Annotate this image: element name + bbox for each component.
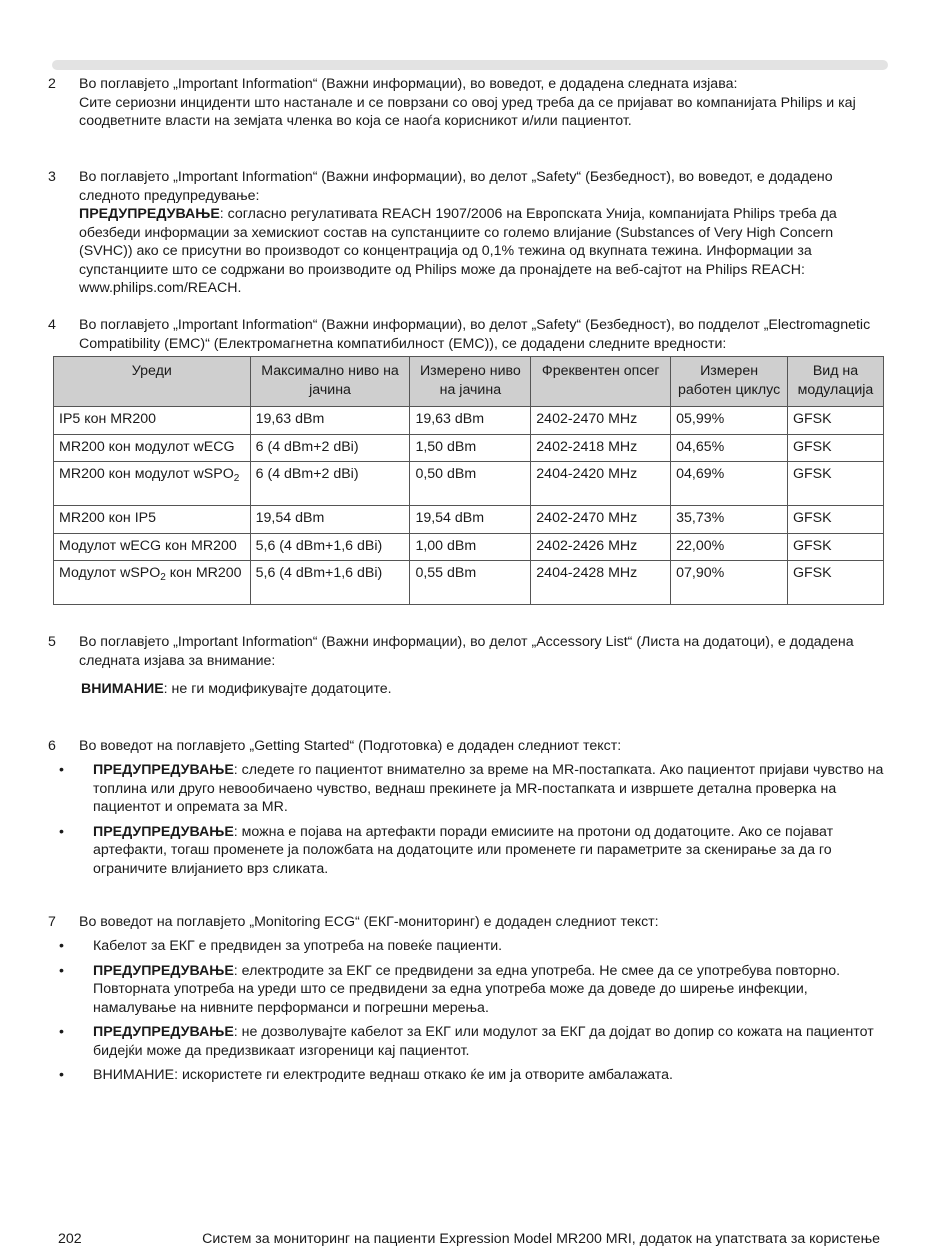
item-number: 3 xyxy=(48,169,56,185)
subscript: 2 xyxy=(160,572,166,583)
item-intro: Во поглавјето „Important Information“ (Важни информации), во воведот, е додадена следната изјава: xyxy=(79,76,738,92)
cell-duty: 07,90% xyxy=(671,561,788,605)
page-number: 202 xyxy=(58,1231,82,1247)
item-number: 6 xyxy=(48,738,56,754)
warning-label: ПРЕДУПРЕДУВАЊЕ xyxy=(93,762,234,778)
cell-device: MR200 кон IP5 xyxy=(54,506,251,534)
item-7-bullets xyxy=(55,937,888,1091)
item-number: 7 xyxy=(48,914,56,930)
table-header-row xyxy=(54,357,884,407)
item-intro: Во поглавјето „Important Information“ (Важни информации), во делот „Accessory List“ (Листа на додатоци), е додадена следната изјава за внимание: xyxy=(79,634,854,669)
caution-label: ВНИМАНИЕ xyxy=(81,681,164,697)
table-row xyxy=(54,434,884,462)
bullet-marker: • xyxy=(59,762,64,778)
table-row xyxy=(54,561,884,605)
cell-duty: 04,69% xyxy=(671,462,788,506)
table-row xyxy=(54,533,884,561)
cell-modulation: GFSK xyxy=(787,506,883,534)
item-3 xyxy=(48,168,888,298)
cell-device: Модулот wECG кон MR200 xyxy=(54,533,251,561)
cell-frequency: 2402-2470 MHz xyxy=(531,407,671,435)
warning-text: : согласно регулативата REACH 1907/2006 на Европската Унија, компанијата Philips треба да обезбеди информации за хемискиот состав на супстанциите со големо влијание (Substances of Very High Concern (SVHC)) ако се присутни во производот со концентрација од 0,1% тежина од вкупната тежина. Информации за супстанциите што се содржани во производите од Philips може да пронајдете на веб-сајтот на Philips REACH: www.philips.com/REACH. xyxy=(79,206,837,296)
item-intro: Во воведот на поглавјето „Monitoring ECG“ (ЕКГ-мониторинг) е додаден следниот текст: xyxy=(79,914,659,930)
cell-measured: 1,50 dBm xyxy=(410,434,531,462)
cell-modulation: GFSK xyxy=(787,407,883,435)
device-text-end: кон MR200 xyxy=(165,565,242,581)
header-duty-cycle: Измерен работен циклус xyxy=(671,357,788,407)
item-intro: Во воведот на поглавјето „Getting Started“ (Подготовка) е додаден следниот текст: xyxy=(79,738,622,754)
cell-measured: 0,50 dBm xyxy=(410,462,531,506)
cell-modulation: GFSK xyxy=(787,434,883,462)
cell-frequency: 2402-2470 MHz xyxy=(531,506,671,534)
header-measured-level: Измерено ниво на јачина xyxy=(410,357,531,407)
cell-measured: 19,63 dBm xyxy=(410,407,531,435)
cell-max: 6 (4 dBm+2 dBi) xyxy=(250,462,410,506)
item-intro: Во поглавјето „Important Information“ (Важни информации), во делот „Safety“ (Безбедност), во воведот, е додадено следното предупредување: xyxy=(79,169,833,204)
list-item xyxy=(55,937,888,956)
item-6-bullets xyxy=(55,761,888,884)
header-modulation: Вид на модулација xyxy=(787,357,883,407)
item-number: 2 xyxy=(48,76,56,92)
warning-text: : електродите за ЕКГ се предвидени за една употреба. Не смее да се употребува повторно. Повторната употреба на уреди што се предвидени за една употреба може да доведе до ширење инфекции, намалување на нивните перформанси и погрешни мерења. xyxy=(93,962,841,1016)
table-row xyxy=(54,407,884,435)
caution-paragraph xyxy=(81,680,888,699)
bullet-marker: • xyxy=(59,823,64,840)
header-devices: Уреди xyxy=(54,357,251,407)
bullet-marker: • xyxy=(59,1067,64,1083)
bullet-marker: • xyxy=(59,1024,64,1040)
warning-paragraph xyxy=(79,205,888,298)
cell-duty: 04,65% xyxy=(671,434,788,462)
cell-measured: 0,55 dBm xyxy=(410,561,531,605)
item-2 xyxy=(48,75,888,131)
cell-max: 19,54 dBm xyxy=(250,506,410,534)
header-max-level: Максимално ниво на јачина xyxy=(250,357,410,407)
cell-max: 5,6 (4 dBm+1,6 dBi) xyxy=(250,561,410,605)
cell-max: 19,63 dBm xyxy=(250,407,410,435)
bullet-marker: • xyxy=(59,938,64,954)
item-statement: Сите сериозни инциденти што настанале и се поврзани со овој уред треба да се пријават во компанијата Philips и кај соодветните власти на земјата членка во која се наоѓа корисникот и/или пациентот. xyxy=(79,94,856,129)
cell-frequency: 2404-2428 MHz xyxy=(531,561,671,605)
list-item xyxy=(55,962,888,1018)
list-item xyxy=(55,823,888,879)
cell-duty: 35,73% xyxy=(671,506,788,534)
cell-device xyxy=(54,462,251,506)
footer-title: Систем за мониторинг на пациенти Expression Model MR200 MRI, додаток на упатствата за користење xyxy=(202,1231,880,1247)
warning-text: : можна е појава на артефакти поради емисиите на протони од додатоците. Ако се појават артефакти, тогаш променете ја положбата на додатоците или променете ги параметрите за скенирање за да го ограничите влијанието врз сликата. xyxy=(93,823,834,877)
cell-max: 5,6 (4 dBm+1,6 dBi) xyxy=(250,533,410,561)
warning-text: : следете го пациентот внимателно за време на MR-постапката. Ако пациентот пријави чувство на топлина или друго невообичаено чувство, веднаш прекинете ја MR-постапката и извршете детална проверка на пациентот и опремата за MR. xyxy=(93,762,884,815)
bullet-marker: • xyxy=(59,962,64,979)
warning-label: ПРЕДУПРЕДУВАЊЕ xyxy=(93,962,234,979)
cell-duty: 22,00% xyxy=(671,533,788,561)
cell-device: MR200 кон модулот wECG xyxy=(54,434,251,462)
list-item xyxy=(55,1023,888,1060)
item-number: 4 xyxy=(48,317,56,333)
list-item xyxy=(55,1066,888,1085)
cell-frequency: 2404-2420 MHz xyxy=(531,462,671,506)
caution-text: : не ги модификувајте додатоците. xyxy=(163,681,392,697)
table-row xyxy=(54,506,884,534)
warning-label: ПРЕДУПРЕДУВАЊЕ xyxy=(79,206,220,222)
cell-measured: 19,54 dBm xyxy=(410,506,531,534)
item-5 xyxy=(48,633,888,699)
warning-label: ПРЕДУПРЕДУВАЊЕ xyxy=(93,1024,234,1040)
cell-modulation: GFSK xyxy=(787,533,883,561)
cell-frequency: 2402-2426 MHz xyxy=(531,533,671,561)
table-row xyxy=(54,462,884,506)
emc-table xyxy=(53,356,884,605)
item-6 xyxy=(48,737,888,756)
cell-measured: 1,00 dBm xyxy=(410,533,531,561)
subscript: 2 xyxy=(233,473,240,484)
item-7 xyxy=(48,913,888,932)
cell-device xyxy=(54,561,251,605)
bullet-text: ВНИМАНИЕ: искористете ги електродите веднаш откако ќе им ја отворите амбалажата. xyxy=(93,1067,673,1083)
cell-modulation: GFSK xyxy=(787,561,883,605)
top-rule xyxy=(52,60,888,70)
item-number: 5 xyxy=(48,634,56,650)
device-text: Модулот wSPO xyxy=(59,565,161,581)
cell-device: IP5 кон MR200 xyxy=(54,407,251,435)
device-text: MR200 кон модулот wSPO xyxy=(59,466,234,482)
warning-label: ПРЕДУПРЕДУВАЊЕ xyxy=(93,823,234,840)
cell-duty: 05,99% xyxy=(671,407,788,435)
cell-modulation: GFSK xyxy=(787,462,883,506)
header-frequency-range: Фреквентен опсег xyxy=(531,357,671,407)
item-intro: Во поглавјето „Important Information“ (Важни информации), во делот „Safety“ (Безбедност), во подделот „Electromagnetic Compatibility (EMC)“ (Електромагнетна компатибилност (EMC)), се додадени следните вредности: xyxy=(79,317,871,352)
warning-text: : не дозволувајте кабелот за ЕКГ или модулот за ЕКГ да дојдат во допир со кожата на пациентот бидејќи може да предизвикаат изгореници кај пациентот. xyxy=(93,1024,874,1059)
list-item xyxy=(55,761,888,817)
item-4 xyxy=(48,316,888,353)
bullet-text: Кабелот за ЕКГ е предвиден за употреба на повеќе пациенти. xyxy=(93,938,503,954)
cell-max: 6 (4 dBm+2 dBi) xyxy=(250,434,410,462)
cell-frequency: 2402-2418 MHz xyxy=(531,434,671,462)
